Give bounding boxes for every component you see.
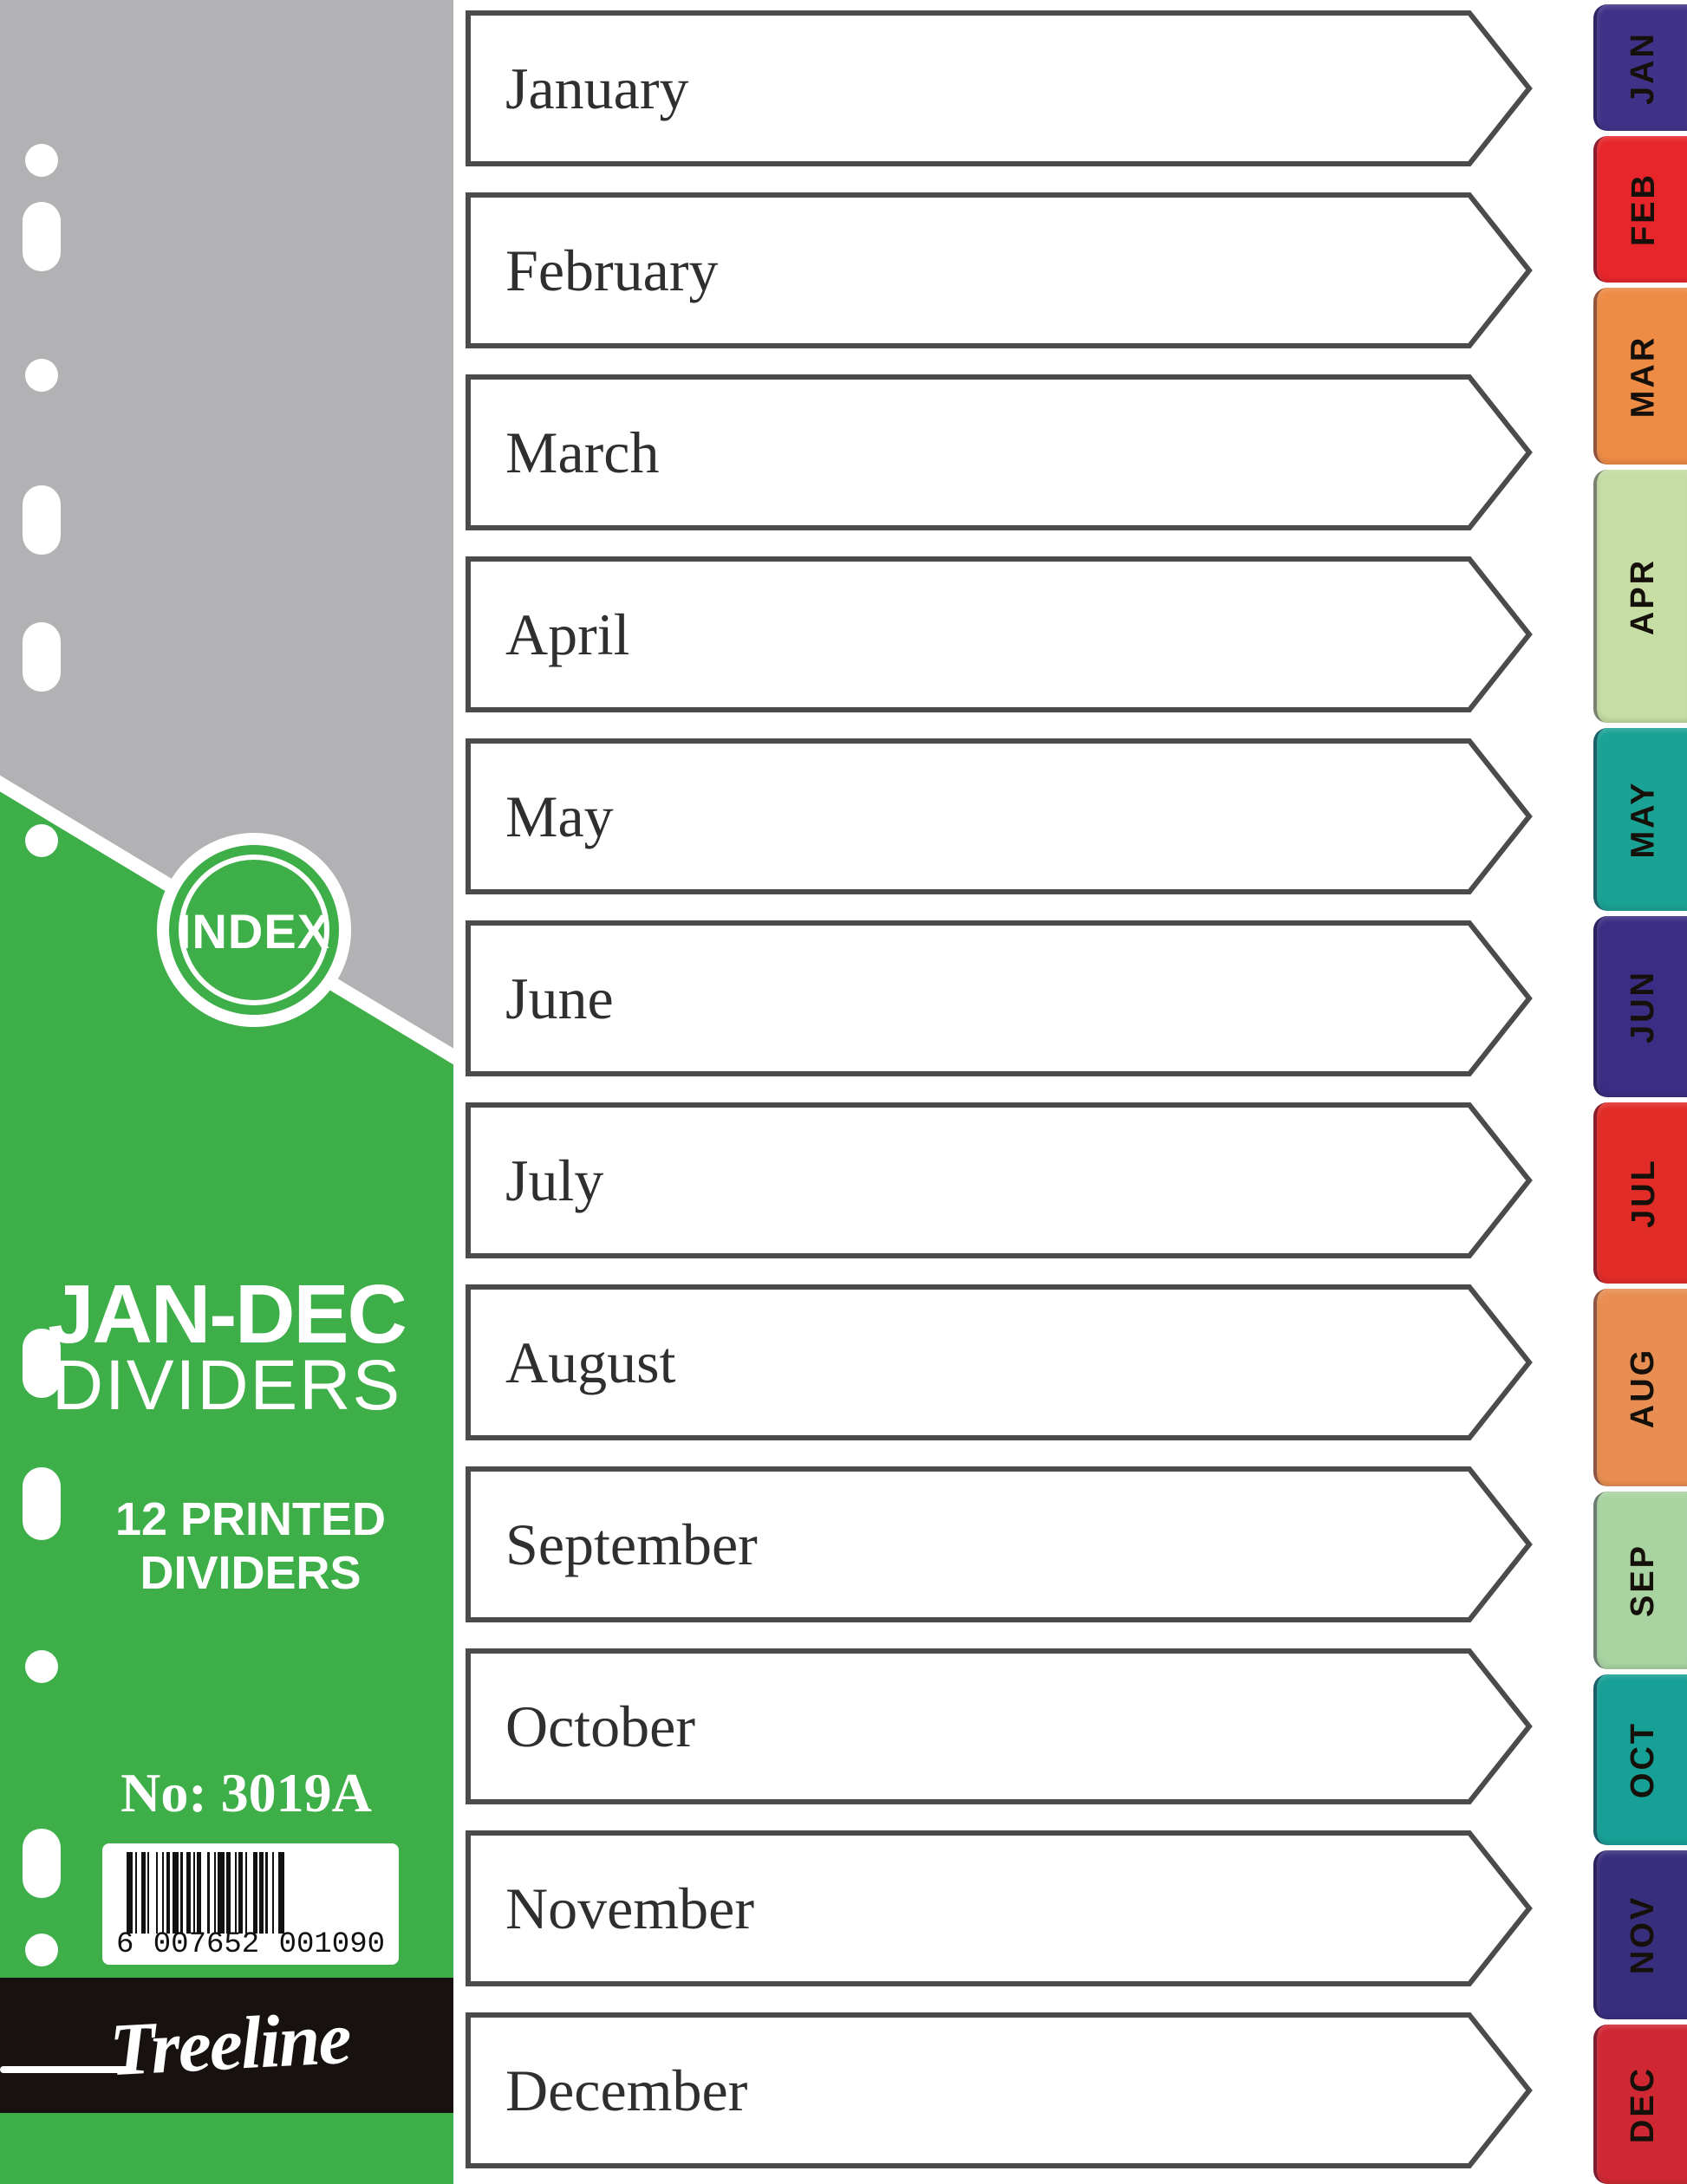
month-name-label: December	[505, 2057, 748, 2123]
month-divider-row	[466, 10, 1534, 166]
month-name-label: June	[505, 965, 614, 1031]
month-tab[interactable]	[1593, 470, 1687, 723]
punch-hole-slot	[23, 485, 61, 555]
divider-arrow-shape	[466, 920, 1534, 1076]
month-tab[interactable]	[1593, 1492, 1687, 1669]
month-name-label: October	[505, 1693, 696, 1759]
month-divider-row	[466, 920, 1534, 1076]
subtitle-line1: 12 PRINTED	[114, 1493, 387, 1545]
month-tab-label: DEC	[1625, 2065, 1662, 2143]
month-name-label: July	[505, 1147, 604, 1213]
barcode-digit-group: 6	[116, 1928, 134, 1961]
product-title-dividers: DIVIDERS	[51, 1346, 402, 1425]
month-tab[interactable]	[1593, 2025, 1687, 2184]
divider-arrow-outline	[468, 1105, 1529, 1256]
month-tab[interactable]	[1593, 288, 1687, 465]
month-divider-row	[466, 2012, 1534, 2168]
barcode	[102, 1843, 399, 1965]
subtitle-line2: DIVIDERS	[140, 1547, 362, 1599]
month-divider-row	[466, 374, 1534, 530]
punch-hole-slot	[23, 622, 61, 692]
month-divider-row	[466, 1648, 1534, 1804]
month-tab-label: NOV	[1625, 1895, 1662, 1975]
month-name-label: September	[505, 1511, 758, 1577]
month-tab-label: APR	[1625, 557, 1662, 635]
month-tab-label: OCT	[1625, 1720, 1662, 1799]
punch-hole-round	[25, 824, 58, 857]
product-title-range: JAN-DEC	[48, 1268, 406, 1361]
month-divider-row	[466, 738, 1534, 894]
month-divider-row	[466, 556, 1534, 712]
punch-hole-round	[25, 359, 58, 392]
index-badge-label: INDEX	[177, 904, 331, 959]
divider-arrow-outline	[468, 923, 1529, 1074]
punch-hole-round	[25, 1650, 58, 1683]
month-tab[interactable]	[1593, 4, 1687, 131]
month-tab[interactable]	[1593, 1850, 1687, 2019]
month-tab-label: JUL	[1625, 1158, 1662, 1228]
barcode-digit-group: 001090	[278, 1928, 385, 1961]
month-name-label: August	[505, 1329, 676, 1395]
month-tab-label: MAY	[1625, 780, 1662, 859]
month-tab[interactable]	[1593, 1102, 1687, 1284]
month-name-label: February	[505, 237, 719, 303]
month-tab-label: SEP	[1625, 1543, 1662, 1618]
month-tab-label: JUN	[1625, 969, 1662, 1044]
divider-arrow-shape	[466, 738, 1534, 894]
month-name-label: November	[505, 1875, 755, 1941]
month-tab-label: MAR	[1625, 335, 1662, 418]
punch-hole-round	[25, 1934, 58, 1966]
month-name-label: May	[505, 783, 614, 849]
month-tab-label: JAN	[1625, 30, 1662, 105]
barcode-digit-group: 007652	[153, 1928, 260, 1961]
brand-logo: Treeline	[107, 1995, 352, 2092]
barcode-digits	[109, 1928, 392, 1961]
divider-arrow-shape	[466, 1102, 1534, 1258]
punch-hole-round	[25, 144, 58, 177]
month-divider-row	[466, 192, 1534, 348]
month-tab[interactable]	[1593, 1674, 1687, 1845]
month-tab-label: AUG	[1625, 1347, 1662, 1428]
punch-hole-slot	[23, 1829, 61, 1898]
month-tab[interactable]	[1593, 916, 1687, 1097]
month-tab[interactable]	[1593, 1289, 1687, 1486]
month-name-label: March	[505, 419, 660, 485]
month-divider-row	[466, 1284, 1534, 1440]
divider-arrow-outline	[468, 741, 1529, 892]
month-name-label: January	[505, 55, 689, 121]
product-subtitle	[48, 1492, 453, 1600]
month-tab[interactable]	[1593, 728, 1687, 911]
punch-hole-slot	[23, 202, 61, 271]
month-name-label: April	[505, 601, 630, 667]
month-divider-row	[466, 1466, 1534, 1622]
product-number: No: 3019A	[120, 1762, 372, 1823]
barcode-bars	[127, 1852, 375, 1934]
month-divider-row	[466, 1830, 1534, 1986]
month-tab[interactable]	[1593, 136, 1687, 283]
month-divider-row	[466, 1102, 1534, 1258]
month-tab-label: FEB	[1625, 172, 1662, 246]
